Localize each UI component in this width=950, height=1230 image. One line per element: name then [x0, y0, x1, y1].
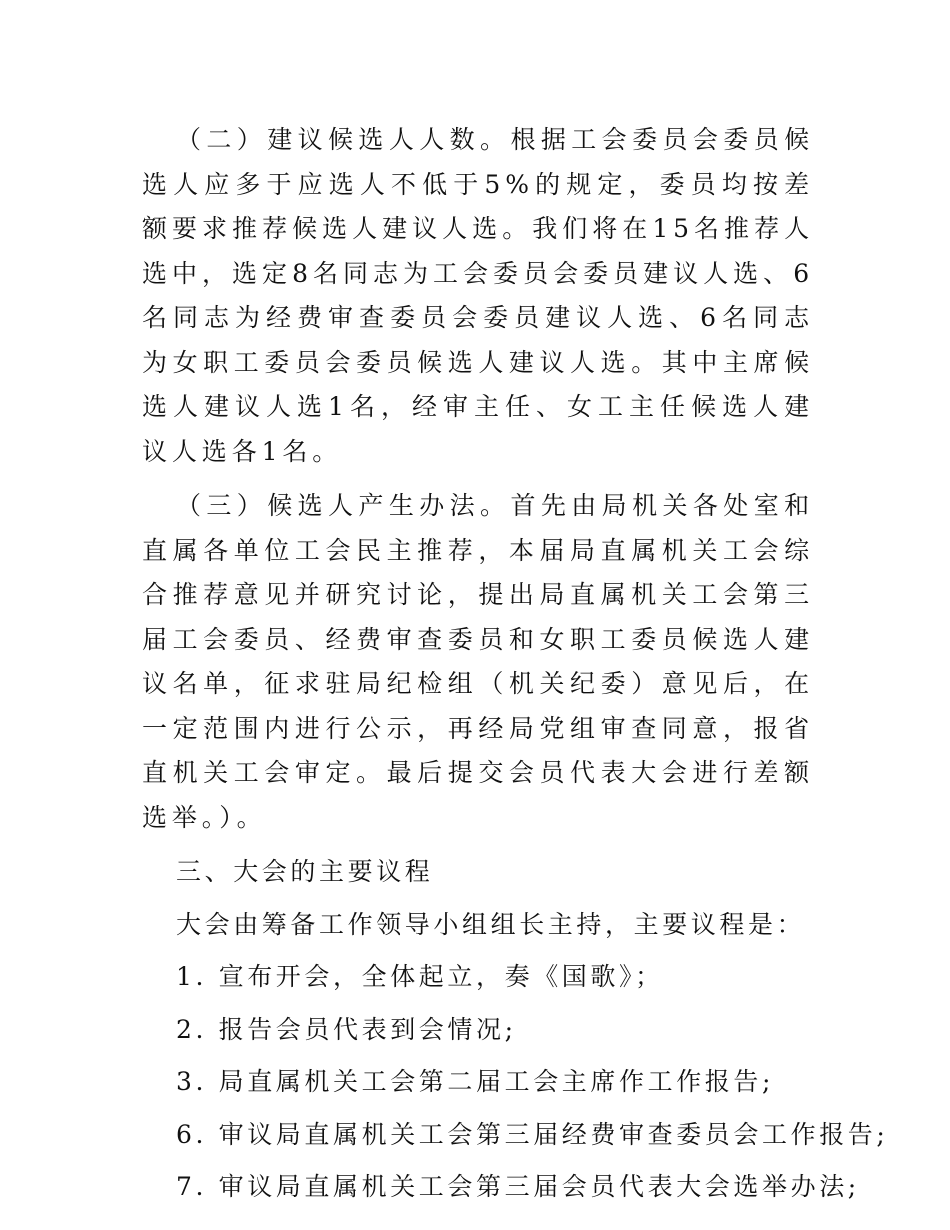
agenda-item: 6. 审议局直属机关工会第三届经费审查委员会工作报告;	[176, 1119, 889, 1149]
paragraph-candidate-method: （三）候选人产生办法。首先由局机关各处室和直属各单位工会民主推荐，本届局直属机关工会综合推荐意见并研究讨论，提出局直属机关工会第三届工会委员、经费审查委员和女职工委员候选人建议名单，征求驻局纪检组（机关纪委）意见后，在一定范围内进行公示，再经局党组审查同意，报省直机关工会审定。最后提交会员代表大会进行差额选举。）。	[142, 491, 814, 832]
agenda-item: 7. 审议局直属机关工会第三届会员代表大会选举办法;	[176, 1172, 860, 1201]
section-heading: 三、大会的主要议程	[176, 857, 434, 886]
document-body	[142, 118, 889, 1210]
paragraph-candidate-numbers: （二）建议候选人人数。根据工会委员会委员候选人应多于应选人不低于5%的规定，委员均按差额要求推荐候选人建议人选。我们将在15名推荐人选中，选定8名同志为工会委员会委员建议人选、6名同志为经费审查委员会委员建议人选、6名同志为女职工委员会委员候选人建议人选。其中主席候选人建议人选1名，经审主任、女工主任候选人建议人选各1名。	[142, 125, 814, 466]
agenda-intro: 大会由筹备工作领导小组组长主持，主要议程是：	[176, 909, 806, 939]
agenda-item: 1. 宣布开会，全体起立，奏《国歌》；	[176, 962, 664, 991]
agenda-item: 2. 报告会员代表到会情况;	[176, 1014, 517, 1044]
agenda-item: 3. 局直属机关工会第二届工会主席作工作报告;	[176, 1067, 775, 1096]
